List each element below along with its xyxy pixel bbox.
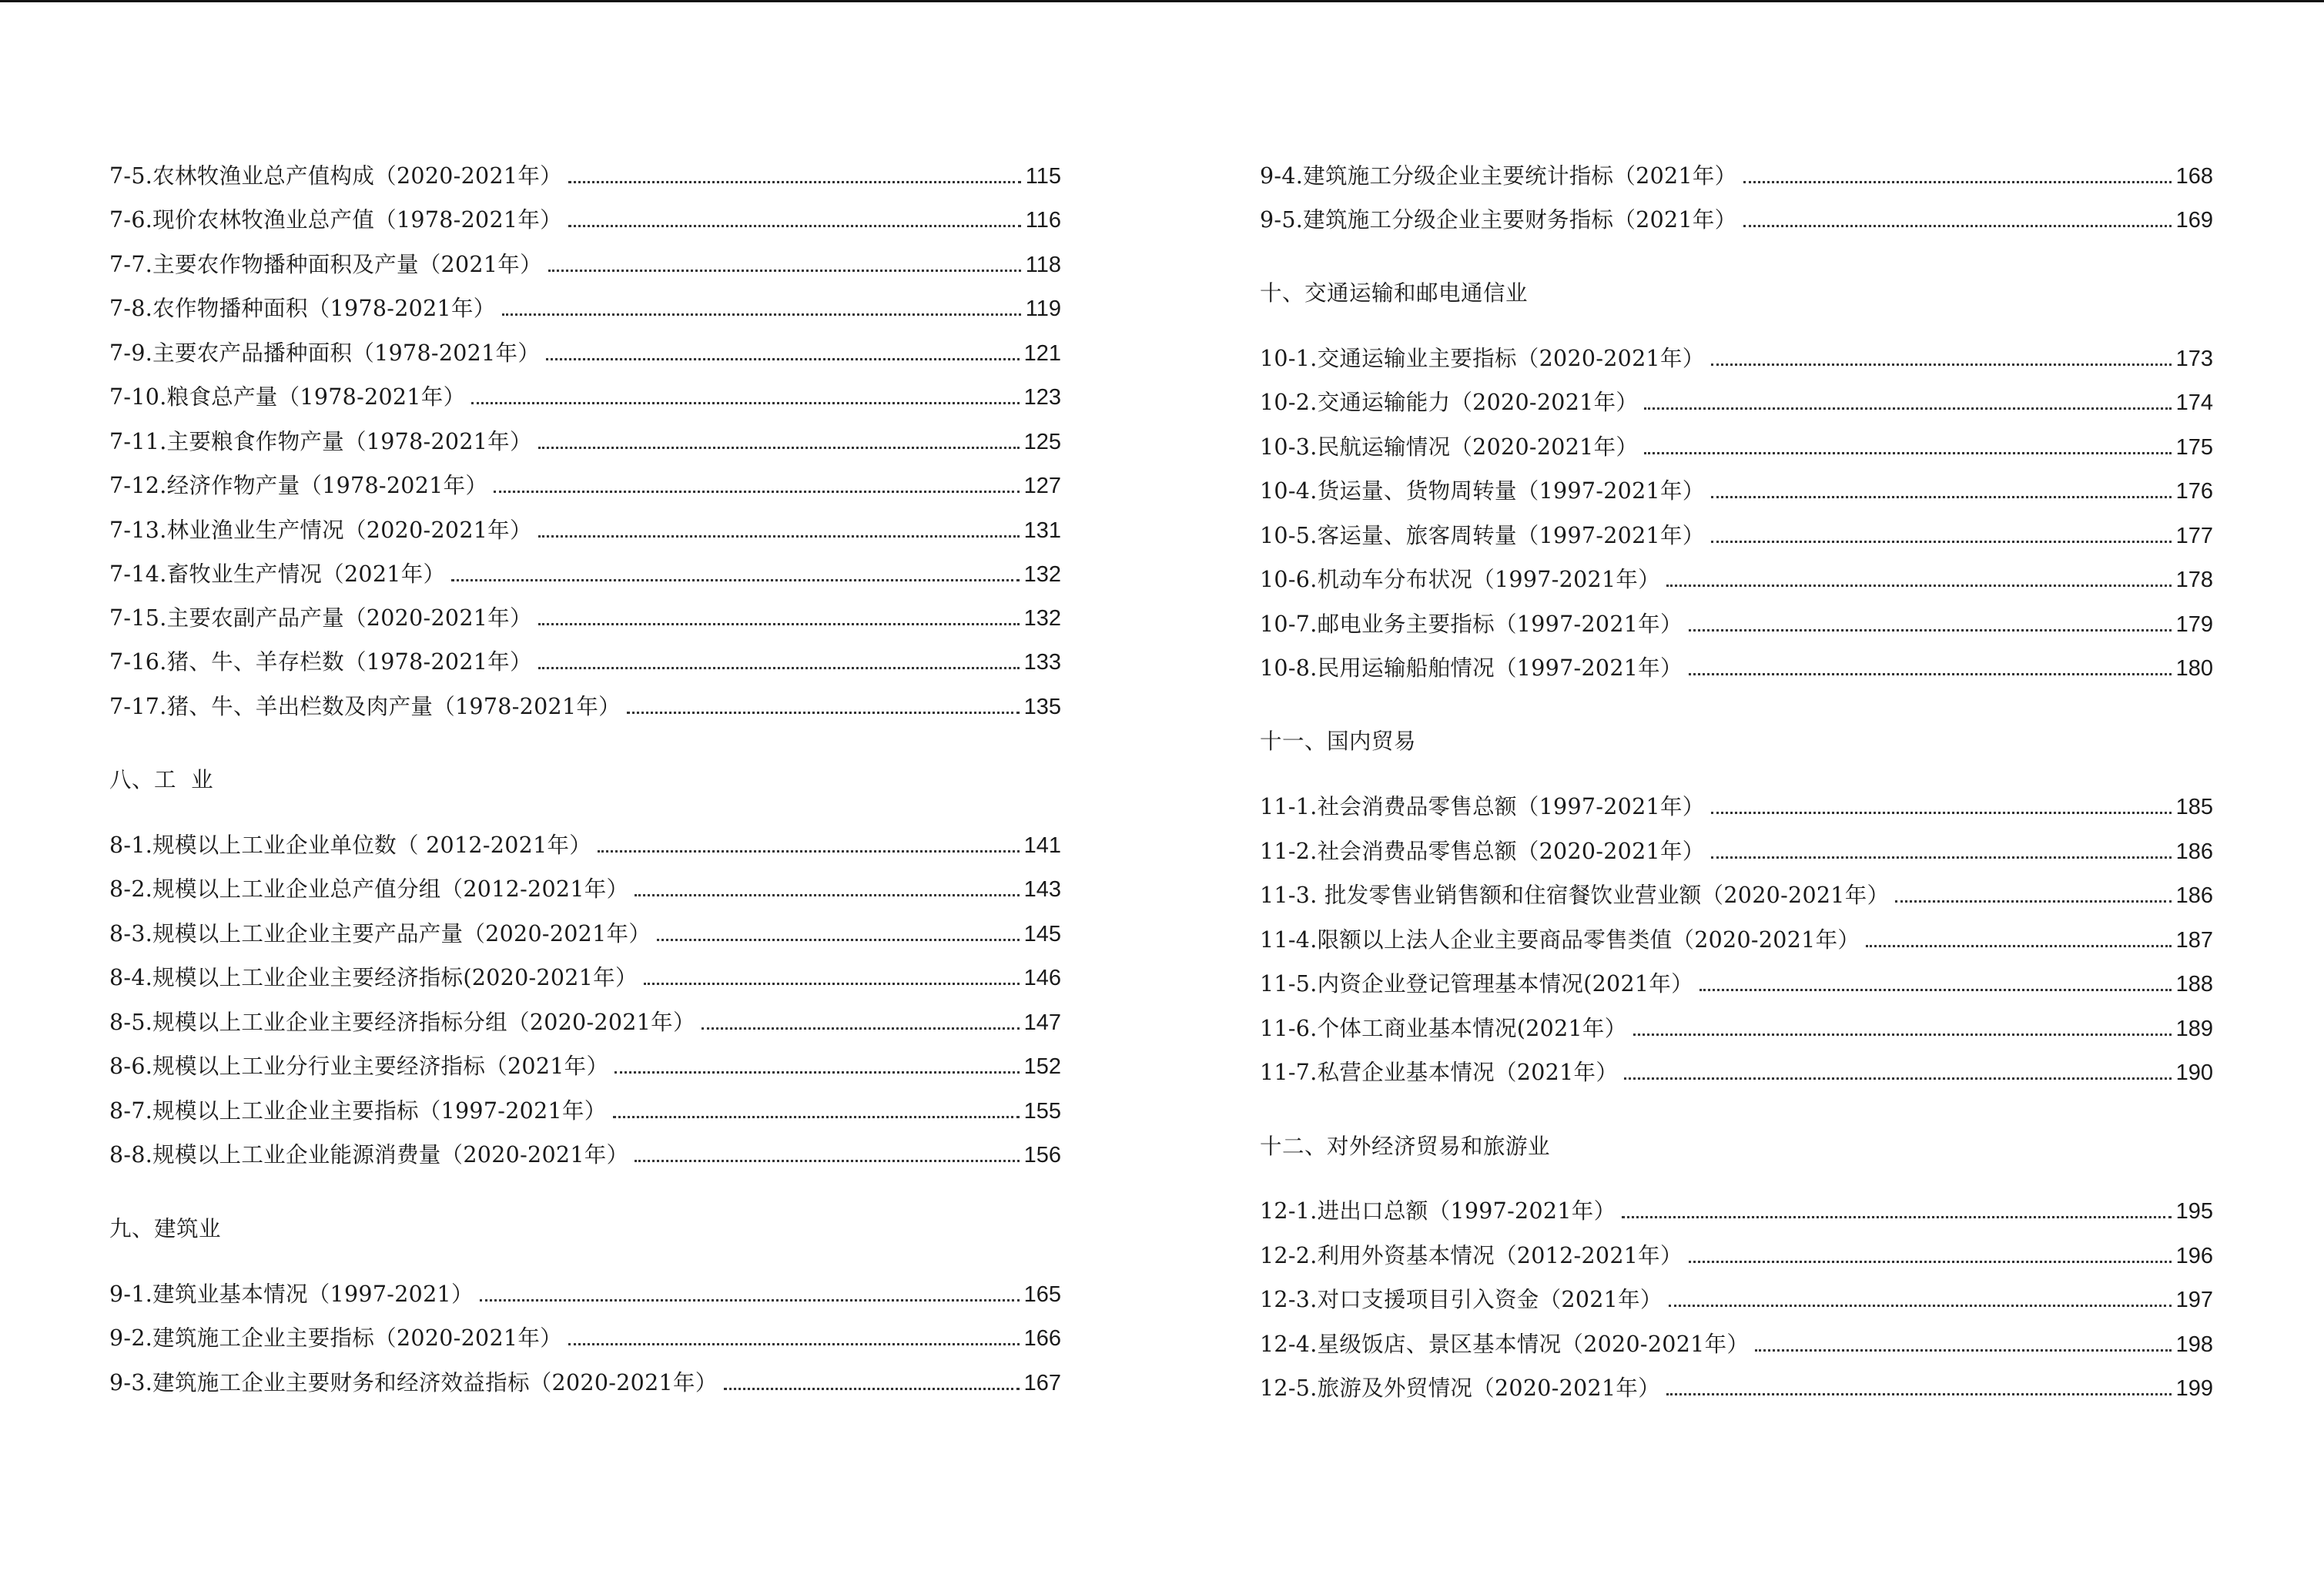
toc-entry-page-number: 152 bbox=[1023, 1054, 1061, 1079]
toc-entry-title: 11-6.个体工商业基本情况(2021年） bbox=[1260, 1016, 1627, 1041]
top-border-line bbox=[0, 0, 2324, 2]
toc-entry-title: 9-1.建筑业基本情况（1997-2021） bbox=[109, 1281, 474, 1307]
dot-leader bbox=[1711, 541, 2172, 543]
toc-entry-title: 7-16.猪、牛、羊存栏数（1978-2021年） bbox=[109, 649, 532, 675]
dot-leader bbox=[1669, 1305, 2172, 1307]
dot-leader bbox=[1866, 945, 2171, 947]
toc-entry[interactable] bbox=[1260, 471, 2213, 505]
dot-leader bbox=[451, 579, 1019, 581]
toc-entry-page-number: 186 bbox=[2175, 839, 2213, 864]
toc-entry-page-number: 187 bbox=[2175, 928, 2213, 953]
toc-entry-page-number: 133 bbox=[1023, 650, 1061, 675]
dot-leader bbox=[657, 939, 1019, 941]
toc-entry[interactable] bbox=[1260, 648, 2213, 682]
toc-entry-page-number: 143 bbox=[1023, 877, 1061, 902]
toc-entry-title: 8-5.规模以上工业企业主要经济指标分组（2020-2021年） bbox=[109, 1010, 695, 1035]
toc-entry-title: 7-7.主要农作物播种面积及产量（2021年） bbox=[109, 252, 542, 277]
toc-entry[interactable] bbox=[1260, 1236, 2213, 1270]
section-heading: 十一、国内贸易 bbox=[1260, 729, 1417, 754]
toc-entry-title: 12-2.利用外资基本情况（2012-2021年） bbox=[1260, 1243, 1683, 1268]
toc-entry-title: 11-7.私营企业基本情况（2021年） bbox=[1260, 1060, 1619, 1085]
dot-leader bbox=[1711, 812, 2172, 814]
toc-entry[interactable] bbox=[109, 869, 1061, 903]
toc-entry-title: 9-3.建筑施工企业主要财务和经济效益指标（2020-2021年） bbox=[109, 1370, 718, 1395]
toc-entry-page-number: 195 bbox=[2175, 1199, 2213, 1224]
toc-entry-page-number: 123 bbox=[1023, 385, 1061, 410]
section-heading: 十二、对外经济贸易和旅游业 bbox=[1260, 1134, 1551, 1159]
toc-entry-title: 12-4.星级饭店、景区基本情况（2020-2021年） bbox=[1260, 1332, 1750, 1357]
toc-entry-page-number: 173 bbox=[2175, 347, 2213, 371]
toc-entry[interactable] bbox=[1260, 832, 2213, 866]
toc-entry-title: 7-11.主要粮食作物产量（1978-2021年） bbox=[109, 429, 532, 454]
toc-entry[interactable] bbox=[109, 422, 1061, 456]
dot-leader bbox=[1633, 1034, 2172, 1036]
dot-leader bbox=[1743, 225, 2172, 227]
dot-leader bbox=[1743, 181, 2172, 183]
toc-entry-page-number: 198 bbox=[2175, 1332, 2213, 1357]
dot-leader bbox=[644, 983, 1020, 985]
toc-entry-title: 7-17.猪、牛、羊出栏数及肉产量（1978-2021年） bbox=[109, 694, 621, 719]
dot-leader bbox=[627, 712, 1020, 714]
toc-entry-page-number: 116 bbox=[1025, 208, 1061, 233]
toc-entry-page-number: 189 bbox=[2175, 1017, 2213, 1041]
toc-entry[interactable] bbox=[109, 1047, 1061, 1080]
toc-entry[interactable] bbox=[109, 156, 1061, 190]
toc-entry-title: 10-2.交通运输能力（2020-2021年） bbox=[1260, 390, 1639, 415]
toc-entry-title: 7-10.粮食总产量（1978-2021年） bbox=[109, 384, 466, 410]
toc-entry[interactable] bbox=[1260, 427, 2213, 461]
toc-entry-title: 11-2.社会消费品零售总额（2020-2021年） bbox=[1260, 839, 1705, 864]
toc-entry-page-number: 118 bbox=[1025, 253, 1061, 277]
toc-entry-page-number: 196 bbox=[2175, 1244, 2213, 1268]
toc-entry-title: 7-8.农作物播种面积（1978-2021年） bbox=[109, 296, 496, 321]
dot-leader bbox=[502, 313, 1021, 316]
toc-entry[interactable] bbox=[1260, 383, 2213, 417]
toc-entry-title: 7-12.经济作物产量（1978-2021年） bbox=[109, 473, 488, 498]
toc-entry-title: 7-6.现价农林牧渔业总产值（1978-2021年） bbox=[109, 207, 562, 233]
toc-entry[interactable] bbox=[1260, 560, 2213, 594]
section-heading: 九、建筑业 bbox=[109, 1216, 222, 1241]
toc-entry[interactable] bbox=[109, 1003, 1061, 1037]
toc-entry-title: 8-7.规模以上工业企业主要指标（1997-2021年） bbox=[109, 1098, 607, 1124]
dot-leader bbox=[471, 402, 1019, 404]
dot-leader bbox=[635, 894, 1019, 896]
toc-entry-page-number: 156 bbox=[1023, 1143, 1061, 1168]
toc-entry[interactable] bbox=[109, 1091, 1061, 1125]
dot-leader bbox=[538, 447, 1020, 449]
toc-entry-title: 10-3.民航运输情况（2020-2021年） bbox=[1260, 434, 1639, 460]
toc-entry-page-number: 165 bbox=[1023, 1282, 1061, 1307]
toc-entry-title: 7-5.农林牧渔业总产值构成（2020-2021年） bbox=[109, 163, 562, 189]
dot-leader bbox=[1711, 856, 2172, 859]
toc-entry-title: 8-3.规模以上工业企业主要产品产量（2020-2021年） bbox=[109, 921, 651, 946]
dot-leader bbox=[1644, 452, 2171, 454]
toc-entry[interactable] bbox=[109, 1135, 1061, 1169]
toc-entry[interactable] bbox=[109, 377, 1061, 411]
toc-entry-title: 10-1.交通运输业主要指标（2020-2021年） bbox=[1260, 346, 1705, 371]
dot-leader bbox=[1895, 900, 2171, 903]
toc-entry[interactable] bbox=[109, 1318, 1061, 1352]
toc-entry[interactable] bbox=[109, 554, 1061, 588]
dot-leader bbox=[635, 1160, 1019, 1162]
toc-entry-title: 11-3. 批发零售业销售额和住宿餐饮业营业额（2020-2021年） bbox=[1260, 883, 1890, 908]
toc-entry[interactable] bbox=[1260, 1280, 2213, 1314]
toc-entry-page-number: 145 bbox=[1023, 922, 1061, 946]
toc-entry-title: 7-14.畜牧业生产情况（2021年） bbox=[109, 561, 446, 587]
section-heading: 十、交通运输和邮电通信业 bbox=[1260, 280, 1529, 306]
toc-entry[interactable] bbox=[109, 200, 1061, 234]
dot-leader bbox=[724, 1388, 1020, 1390]
dot-leader bbox=[613, 1116, 1020, 1118]
toc-entry-title: 10-7.邮电业务主要指标（1997-2021年） bbox=[1260, 611, 1683, 637]
toc-entry-page-number: 155 bbox=[1023, 1099, 1061, 1124]
toc-entry[interactable] bbox=[109, 687, 1061, 721]
toc-entry-page-number: 176 bbox=[2175, 479, 2213, 504]
toc-entry[interactable] bbox=[109, 511, 1061, 544]
toc-entry[interactable] bbox=[1260, 787, 2213, 821]
toc-entry[interactable] bbox=[1260, 1191, 2213, 1225]
dot-leader bbox=[538, 667, 1020, 669]
toc-entry-page-number: 127 bbox=[1023, 474, 1061, 498]
toc-entry[interactable] bbox=[109, 826, 1061, 859]
toc-entry-page-number: 174 bbox=[2175, 390, 2213, 415]
toc-entry-page-number: 146 bbox=[1023, 966, 1061, 990]
toc-entry[interactable] bbox=[1260, 1009, 2213, 1043]
toc-entry-page-number: 178 bbox=[2175, 568, 2213, 592]
dot-leader bbox=[702, 1027, 1020, 1030]
toc-entry-title: 11-4.限额以上法人企业主要商品零售类值（2020-2021年） bbox=[1260, 927, 1860, 953]
toc-entry-title: 10-6.机动车分布状况（1997-2021年） bbox=[1260, 567, 1660, 592]
toc-entry-page-number: 125 bbox=[1023, 430, 1061, 454]
toc-entry-title: 10-4.货运量、货物周转量（1997-2021年） bbox=[1260, 478, 1705, 504]
toc-entry-title: 9-4.建筑施工分级企业主要统计指标（2021年） bbox=[1260, 163, 1737, 189]
dot-leader bbox=[548, 270, 1021, 272]
toc-entry-page-number: 166 bbox=[1023, 1326, 1061, 1351]
toc-entry-title: 8-4.规模以上工业企业主要经济指标(2020-2021年） bbox=[109, 965, 638, 990]
toc-entry[interactable] bbox=[1260, 516, 2213, 550]
dot-leader bbox=[1622, 1216, 2171, 1218]
toc-entry-page-number: 185 bbox=[2175, 795, 2213, 819]
toc-entry[interactable] bbox=[1260, 876, 2213, 910]
dot-leader bbox=[614, 1071, 1019, 1074]
toc-entry[interactable] bbox=[1260, 964, 2213, 998]
toc-entry[interactable] bbox=[109, 289, 1061, 323]
toc-entry-page-number: 177 bbox=[2175, 524, 2213, 548]
toc-entry-page-number: 197 bbox=[2175, 1288, 2213, 1312]
toc-entry-title: 9-2.建筑施工企业主要指标（2020-2021年） bbox=[109, 1325, 562, 1351]
toc-entry-page-number: 132 bbox=[1023, 606, 1061, 631]
toc-entry-title: 7-13.林业渔业生产情况（2020-2021年） bbox=[109, 518, 532, 543]
toc-entry[interactable] bbox=[109, 466, 1061, 500]
dot-leader bbox=[1755, 1349, 2171, 1352]
toc-entry[interactable] bbox=[1260, 605, 2213, 638]
toc-entry[interactable] bbox=[109, 642, 1061, 676]
toc-entry-title: 8-2.规模以上工业企业总产值分组（2012-2021年） bbox=[109, 876, 629, 902]
toc-entry-page-number: 135 bbox=[1023, 695, 1061, 719]
toc-entry-title: 10-8.民用运输船舶情况（1997-2021年） bbox=[1260, 655, 1683, 681]
toc-entry[interactable] bbox=[109, 914, 1061, 948]
toc-entry[interactable] bbox=[1260, 339, 2213, 373]
dot-leader bbox=[1689, 1261, 2172, 1263]
toc-entry[interactable] bbox=[1260, 1053, 2213, 1087]
toc-entry-page-number: 199 bbox=[2175, 1376, 2213, 1401]
dot-leader bbox=[1624, 1077, 2171, 1080]
dot-leader bbox=[1666, 585, 2172, 587]
toc-entry-page-number: 175 bbox=[2175, 435, 2213, 460]
toc-entry-page-number: 179 bbox=[2175, 612, 2213, 637]
toc-entry[interactable] bbox=[1260, 1325, 2213, 1359]
dot-leader bbox=[480, 1299, 1020, 1302]
toc-entry-title: 11-1.社会消费品零售总额（1997-2021年） bbox=[1260, 794, 1705, 819]
dot-leader bbox=[1689, 673, 2172, 675]
toc-entry-title: 7-15.主要农副产品产量（2020-2021年） bbox=[109, 605, 532, 631]
toc-entry-page-number: 169 bbox=[2175, 208, 2213, 233]
toc-entry-title: 12-3.对口支援项目引入资金（2021年） bbox=[1260, 1287, 1663, 1312]
toc-entry-title: 8-6.规模以上工业分行业主要经济指标（2021年） bbox=[109, 1054, 609, 1079]
dot-leader bbox=[1699, 989, 2172, 991]
toc-entry[interactable] bbox=[1260, 920, 2213, 954]
toc-entry[interactable] bbox=[109, 1363, 1061, 1397]
dot-leader bbox=[568, 1343, 1020, 1345]
toc-entry-page-number: 190 bbox=[2175, 1060, 2213, 1085]
toc-entry-title: 11-5.内资企业登记管理基本情况(2021年） bbox=[1260, 971, 1693, 997]
toc-entry-page-number: 131 bbox=[1023, 518, 1061, 543]
toc-entry-title: 10-5.客运量、旅客周转量（1997-2021年） bbox=[1260, 523, 1705, 548]
dot-leader bbox=[598, 850, 1020, 853]
dot-leader bbox=[568, 225, 1021, 227]
toc-entry[interactable] bbox=[109, 333, 1061, 367]
toc-entry-page-number: 180 bbox=[2175, 656, 2213, 681]
dot-leader bbox=[538, 623, 1020, 625]
toc-entry-page-number: 115 bbox=[1025, 164, 1061, 189]
toc-entry[interactable] bbox=[109, 245, 1061, 279]
toc-entry[interactable] bbox=[1260, 200, 2213, 234]
toc-entry-title: 12-1.进出口总额（1997-2021年） bbox=[1260, 1198, 1616, 1224]
toc-entry-page-number: 188 bbox=[2175, 972, 2213, 997]
toc-entry-page-number: 186 bbox=[2175, 883, 2213, 908]
toc-entry-title: 12-5.旅游及外贸情况（2020-2021年） bbox=[1260, 1375, 1660, 1401]
toc-entry-page-number: 141 bbox=[1023, 833, 1061, 858]
toc-entry-page-number: 119 bbox=[1025, 296, 1061, 321]
toc-entry[interactable] bbox=[109, 598, 1061, 632]
dot-leader bbox=[1689, 629, 2172, 632]
toc-entry[interactable] bbox=[109, 958, 1061, 992]
toc-entry-page-number: 132 bbox=[1023, 562, 1061, 587]
section-heading: 八、工 业 bbox=[109, 767, 214, 792]
dot-leader bbox=[1644, 407, 2171, 410]
toc-entry-page-number: 121 bbox=[1023, 341, 1061, 366]
toc-entry[interactable] bbox=[1260, 1369, 2213, 1402]
toc-entry-title: 7-9.主要农产品播种面积（1978-2021年） bbox=[109, 340, 541, 366]
dot-leader bbox=[1666, 1393, 2172, 1395]
toc-entry-page-number: 167 bbox=[1023, 1371, 1061, 1395]
dot-leader bbox=[546, 358, 1019, 360]
toc-entry-page-number: 168 bbox=[2175, 164, 2213, 189]
toc-entry[interactable] bbox=[109, 1275, 1061, 1308]
toc-entry-title: 8-8.规模以上工业企业能源消费量（2020-2021年） bbox=[109, 1142, 629, 1168]
dot-leader bbox=[1711, 363, 2172, 366]
dot-leader bbox=[494, 491, 1019, 493]
dot-leader bbox=[538, 535, 1020, 538]
dot-leader bbox=[1711, 496, 2172, 498]
toc-entry[interactable] bbox=[1260, 156, 2213, 190]
dot-leader bbox=[568, 181, 1021, 183]
toc-entry-title: 9-5.建筑施工分级企业主要财务指标（2021年） bbox=[1260, 207, 1737, 233]
toc-entry-page-number: 147 bbox=[1023, 1010, 1061, 1035]
toc-entry-title: 8-1.规模以上工业企业单位数（ 2012-2021年） bbox=[109, 833, 592, 858]
